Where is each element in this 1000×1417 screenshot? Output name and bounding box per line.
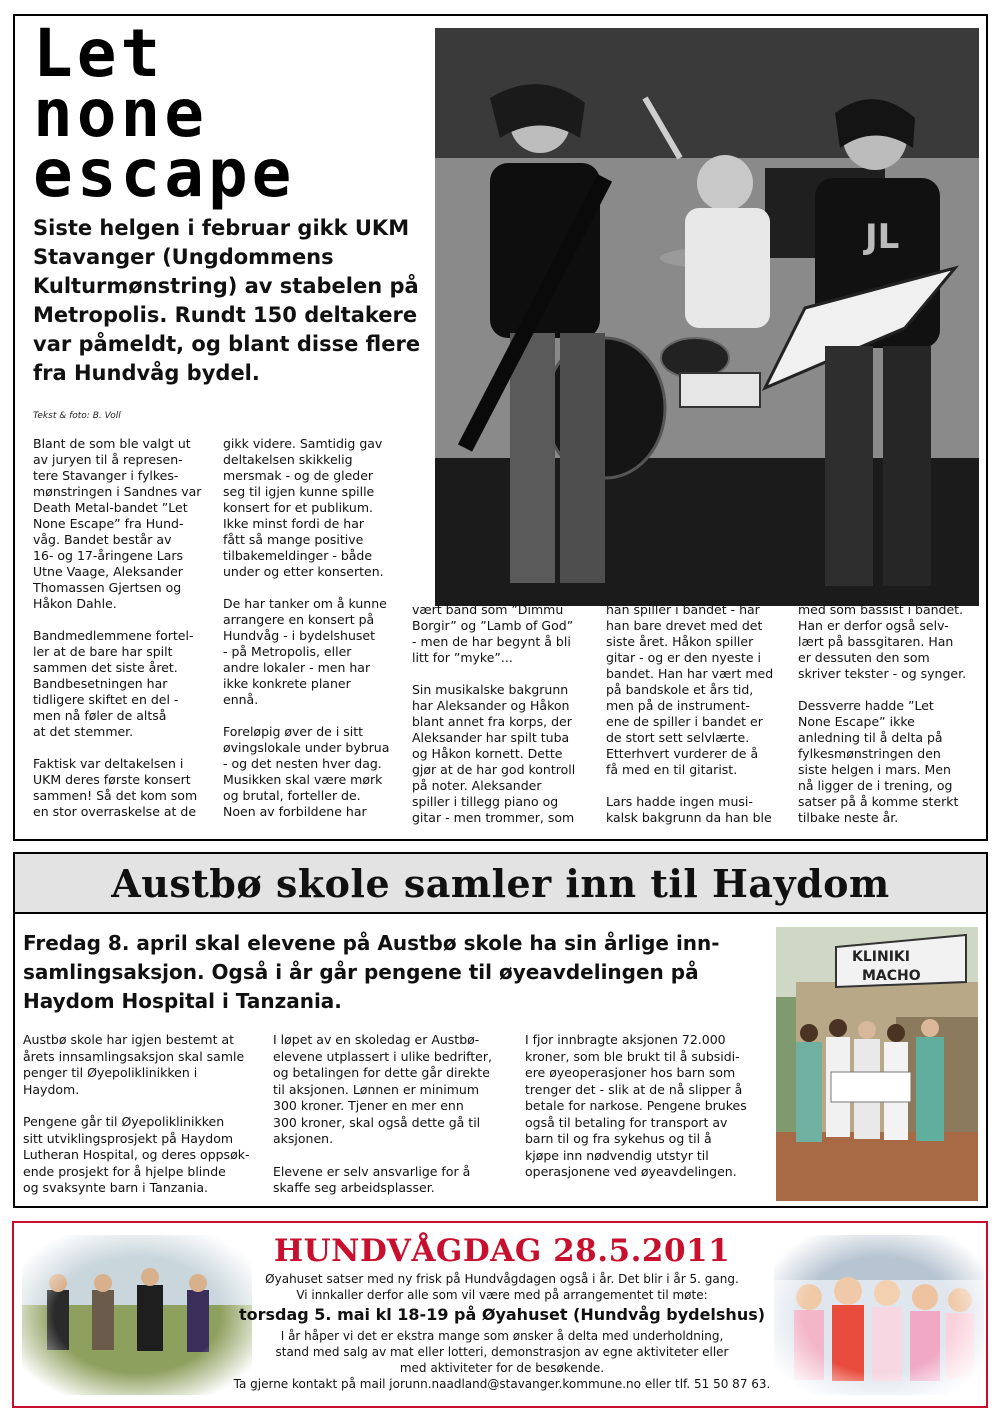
article-title xyxy=(33,15,296,212)
announcement-line: stand med salg av mat eller lotteri, demonstrasjon av egne aktiviteter eller xyxy=(275,1345,729,1359)
announcement-line: Vi innkaller derfor alle som vil være med på arrangementet til møte: xyxy=(296,1288,708,1302)
article-lead: Fredag 8. april skal elevene på Austbø skole ha sin årlige inn-samlingsaksjon. Også i år går pengene til øyeavdelingen på Haydom Hospital i Tanzania. xyxy=(23,931,720,1013)
band-stage-photo xyxy=(22,1235,252,1395)
paragraph: Elevene er selv ansvarlige for å skaffe seg arbeidsplasser. xyxy=(273,1163,471,1195)
paragraph: Austbø skole har igjen bestemt at årets innsamlingsaksjon skal samle penger til Øyepoliklinikken i Haydom. xyxy=(23,1032,245,1097)
paragraph: Faktisk var deltakelsen i UKM deres første konsert sammen! Så det kom som en stor overraskelse at de xyxy=(33,756,198,819)
paragraph: Blant de som ble valgt ut av juryen til å represen- tere Stavanger i fylkes- mønstringen i Sandnes var Death Metal-bandet ”Let None Escape” fra Hund- våg. Bandet består av 16- og 17-åringene Lars Utne Vaage, Aleksander Thomassen Gjertsen og Håkon Dahle. xyxy=(33,436,202,611)
contact-info: Ta gjerne kontakt på mail jorunn.naadland@stavanger.kommune.no eller tlf. 51 50 87 63. xyxy=(233,1377,771,1391)
article-column xyxy=(412,602,602,842)
paragraph: Sin musikalske bakgrunn har Aleksander og Håkon blant annet fra korps, der Aleksander har spilt tuba og Håkon kornett. Dette gjør at de har god kontroll på noter. Aleksander spiller i tillegg piano og gitar - men trommer, som xyxy=(412,682,576,825)
paragraph: Foreløpig øver de i sitt øvingslokale under bybrua - og det nesten hver dag. Musikken skal være mørk og brutal, forteller de. Noen av forbildene har xyxy=(223,724,390,819)
article-lead: Siste helgen i februar gikk UKM Stavanger (Ungdommens Kulturmønstring) av stabelen på Metropolis. Rundt 150 deltakere var påmeldt, og blant disse flere fra Hundvåg bydel. xyxy=(33,216,421,385)
paragraph: Pengene går til Øyepoliklinikken sitt utviklingsprosjekt på Haydom Lutheran Hospital, og deres oppsøk- ende prosjekt for å hjelpe blinde og svaksynte barn i Tanzania. xyxy=(23,1114,250,1195)
band-photo xyxy=(435,28,979,606)
children-photo xyxy=(774,1235,984,1395)
paragraph: han spiller i bandet - har han bare drevet med det siste året. Håkon spiller gitar - og er den nyeste i bandet. Han har vært med på bandskole et års tid, men på de instrument- ene de spiller i bandet er de stort sett selvlærte. Etterhvert vurderer de å få med en til gitarist. xyxy=(606,602,774,777)
announcement-line: I år håper vi det er ekstra mange som ønsker å delta med underholdning, xyxy=(280,1329,724,1343)
article-column xyxy=(223,436,413,836)
paragraph: I fjor innbragte aksjonen 72.000 kroner, som ble brukt til å subsidi- ere øyeoperasjoner hos barn som trenger det - slik at de nå slipper å betale for narkose. Pengene brukes også til betaling for transport av barn til og fra sykehus og til å kjøpe inn nødvendig utstyr til operasjonene ved øyeavdelingen. xyxy=(525,1032,747,1179)
announcement-text xyxy=(224,1231,780,1392)
hospital-photo xyxy=(776,927,978,1201)
article-column xyxy=(798,602,988,842)
headline-banner xyxy=(15,854,986,914)
paragraph: gikk videre. Samtidig gav deltakelsen skikkelig mersmak - og de gleder seg til igjen kunne spille konsert for et publikum. Ikke minst fordi de har fått så mange positive tilbakemeldinger - både under og etter konserten. xyxy=(223,436,384,579)
announcement-line: med aktiviteter for de besøkende. xyxy=(399,1361,605,1375)
title-line: none xyxy=(33,75,208,152)
article-let-none-escape xyxy=(13,14,988,841)
title-line: escape xyxy=(33,135,296,212)
announcement-hundvagdag xyxy=(12,1221,988,1408)
article-column xyxy=(23,1032,268,1213)
meeting-time: torsdag 5. mai kl 18-19 på Øyahuset (Hundvåg bydelshus) xyxy=(238,1305,766,1324)
svg-text:JL: JL xyxy=(865,217,900,257)
article-column xyxy=(33,436,223,836)
article-title: Austbø skole samler inn til Haydom xyxy=(111,861,890,906)
article-column xyxy=(525,1032,770,1197)
paragraph: Lars hadde ingen musi- kalsk bakgrunn da han ble xyxy=(606,794,772,825)
article-column xyxy=(606,602,796,842)
title-line: Let xyxy=(33,15,165,92)
paragraph: I løpet av en skoledag er Austbø- elevene utplassert i ulike bedrifter, og betalingen for dette går direkte til aksjonen. Lønnen er minimum 300 kroner. Tjener en mer enn 300 kroner, skal også dette gå til aksjonen. xyxy=(273,1032,492,1146)
sign-text: MACHO xyxy=(862,968,921,984)
paragraph: med som bassist i bandet. Han er derfor også selv- lært på bassgitaren. Han er dessuten den som skriver tekster - og synger. xyxy=(798,602,967,681)
article-austbo-haydom xyxy=(13,852,988,1208)
paragraph: vært band som ”Dimmu Borgir” og ”Lamb of God” - men de har begynt å bli litt for ”myke”... xyxy=(412,602,574,665)
announcement-title: HUNDVÅGDAG 28.5.2011 xyxy=(273,1233,731,1269)
paragraph: De har tanker om å kunne arrangere en konsert på Hundvåg - i bydelshuset - på Metropolis, eller andre lokaler - men har ikke konkrete planer ennå. xyxy=(223,596,387,707)
sign-text: KLINIKI xyxy=(852,949,910,965)
article-column xyxy=(273,1032,518,1213)
paragraph: Dessverre hadde ”Let None Escape” ikke anledning til å delta på fylkesmønstringen den siste helgen i mars. Men nå ligger de i trening, og satser på å komme sterkt tilbake neste år. xyxy=(798,698,959,825)
paragraph: Bandmedlemmene fortel- ler at de bare har spilt sammen det siste året. Bandbesetningen har tidligere skiftet en del - men nå føler de altså at det stemmer. xyxy=(33,628,194,739)
announcement-line: Øyahuset satser med ny frisk på Hundvågdagen også i år. Det blir i år 5. gang. xyxy=(265,1272,739,1286)
byline: Tekst & foto: B. Voll xyxy=(33,411,121,421)
